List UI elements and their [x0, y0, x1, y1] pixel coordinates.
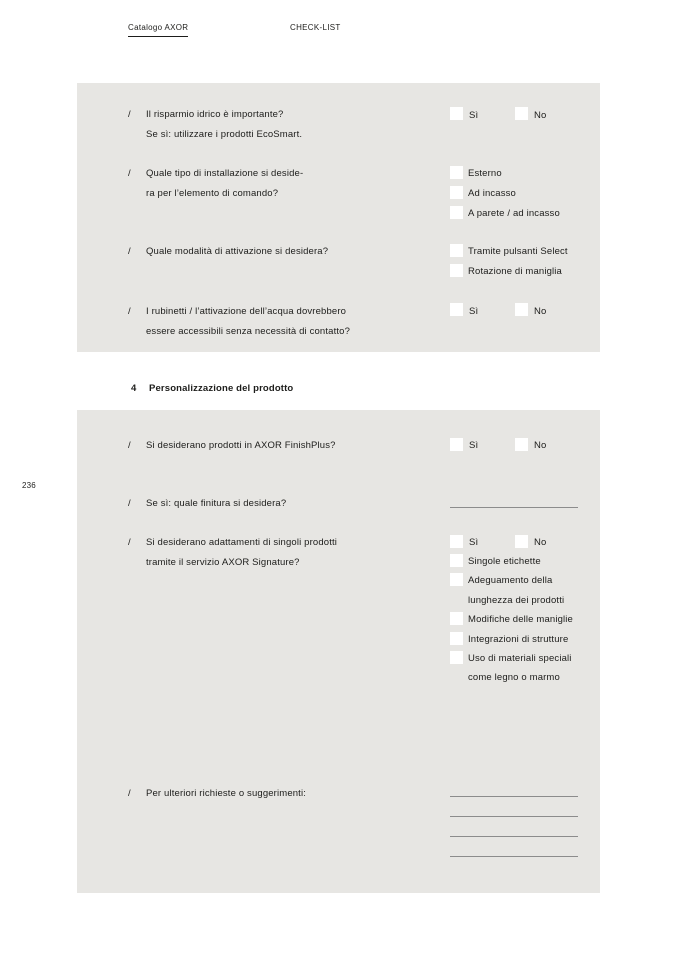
section-title: Personalizzazione del prodotto [149, 383, 294, 394]
question-finitura-line1: Se sì: quale finitura si desidera? [146, 498, 287, 509]
checkbox-rotazione-maniglia-label: Rotazione di maniglia [468, 266, 562, 277]
checkbox-modifiche-maniglie-label: Modifiche delle maniglie [468, 614, 573, 625]
question-signature-line1: Si desiderano adattamenti di singoli prodotti [146, 537, 338, 548]
write-in-line-3[interactable] [450, 836, 578, 837]
question-marker: / [128, 440, 131, 451]
checkbox-q4-no[interactable] [515, 303, 528, 316]
checkbox-q7-si-label: Sì [469, 537, 479, 548]
checkbox-materiali-speciali-label-line2: come legno o marmo [468, 672, 560, 683]
checkbox-q5-no[interactable] [515, 438, 528, 451]
checkbox-q5-si[interactable] [450, 438, 463, 451]
section-number: 4 [131, 383, 137, 394]
checkbox-q1-no-label: No [534, 110, 547, 121]
checkbox-singole-etichette-label: Singole etichette [468, 556, 541, 567]
write-in-line-4[interactable] [450, 856, 578, 857]
question-finishplus-line1: Si desiderano prodotti in AXOR FinishPlus? [146, 440, 336, 451]
write-in-line-1[interactable] [450, 796, 578, 797]
checkbox-q4-no-label: No [534, 306, 547, 317]
write-in-line-2[interactable] [450, 816, 578, 817]
checkbox-q1-si-label: Sì [469, 110, 479, 121]
question-marker: / [128, 537, 131, 548]
page-number: 236 [22, 481, 36, 490]
question-marker: / [128, 109, 131, 120]
question-suggerimenti-line1: Per ulteriori richieste o suggerimenti: [146, 788, 307, 799]
question-water-saving-line2: Se sì: utilizzare i prodotti EcoSmart. [146, 129, 303, 140]
checkbox-q4-si-label: Sì [469, 306, 479, 317]
checkbox-integrazioni-strutture-label: Integrazioni di strutture [468, 634, 569, 645]
question-marker: / [128, 788, 131, 799]
breadcrumb[interactable]: Catalogo AXOR [128, 22, 188, 37]
checkbox-a-parete[interactable] [450, 206, 463, 219]
checkbox-adeguamento-lunghezza[interactable] [450, 573, 463, 586]
question-marker: / [128, 246, 131, 257]
checkbox-integrazioni-strutture[interactable] [450, 632, 463, 645]
question-signature-line2: tramite il servizio AXOR Signature? [146, 557, 300, 568]
checkbox-adeguamento-lunghezza-label-line2: lunghezza dei prodotti [468, 595, 565, 606]
checkbox-q1-no[interactable] [515, 107, 528, 120]
checkbox-q7-no[interactable] [515, 535, 528, 548]
question-touchless-line1: I rubinetti / l’attivazione dell’acqua dovrebbero [146, 306, 347, 317]
checkbox-ad-incasso-label: Ad incasso [468, 188, 516, 199]
question-marker: / [128, 306, 131, 317]
checkbox-esterno-label: Esterno [468, 168, 502, 179]
checkbox-q1-si[interactable] [450, 107, 463, 120]
checkbox-q5-no-label: No [534, 440, 547, 451]
question-touchless-line2: essere accessibili senza necessità di contatto? [146, 326, 351, 337]
checkbox-materiali-speciali[interactable] [450, 651, 463, 664]
checkbox-a-parete-label: A parete / ad incasso [468, 208, 560, 219]
question-installation-line2: ra per l’elemento di comando? [146, 188, 279, 199]
write-in-line-finitura[interactable] [450, 507, 578, 508]
checklist-box-2 [77, 410, 600, 893]
page-title: CHECK-LIST [290, 23, 341, 32]
checkbox-pulsanti-select-label: Tramite pulsanti Select [468, 246, 568, 257]
checkbox-q7-si[interactable] [450, 535, 463, 548]
checkbox-q7-no-label: No [534, 537, 547, 548]
checkbox-pulsanti-select[interactable] [450, 244, 463, 257]
checkbox-ad-incasso[interactable] [450, 186, 463, 199]
checkbox-rotazione-maniglia[interactable] [450, 264, 463, 277]
question-activation-line1: Quale modalità di attivazione si desidera? [146, 246, 329, 257]
question-installation-line1: Quale tipo di installazione si deside- [146, 168, 304, 179]
checkbox-q4-si[interactable] [450, 303, 463, 316]
checkbox-adeguamento-lunghezza-label-line1: Adeguamento della [468, 575, 553, 586]
checkbox-materiali-speciali-label-line1: Uso di materiali speciali [468, 653, 572, 664]
checkbox-esterno[interactable] [450, 166, 463, 179]
checkbox-q5-si-label: Sì [469, 440, 479, 451]
question-marker: / [128, 498, 131, 509]
checkbox-singole-etichette[interactable] [450, 554, 463, 567]
question-marker: / [128, 168, 131, 179]
question-water-saving-line1: Il risparmio idrico è importante? [146, 109, 284, 120]
checkbox-modifiche-maniglie[interactable] [450, 612, 463, 625]
